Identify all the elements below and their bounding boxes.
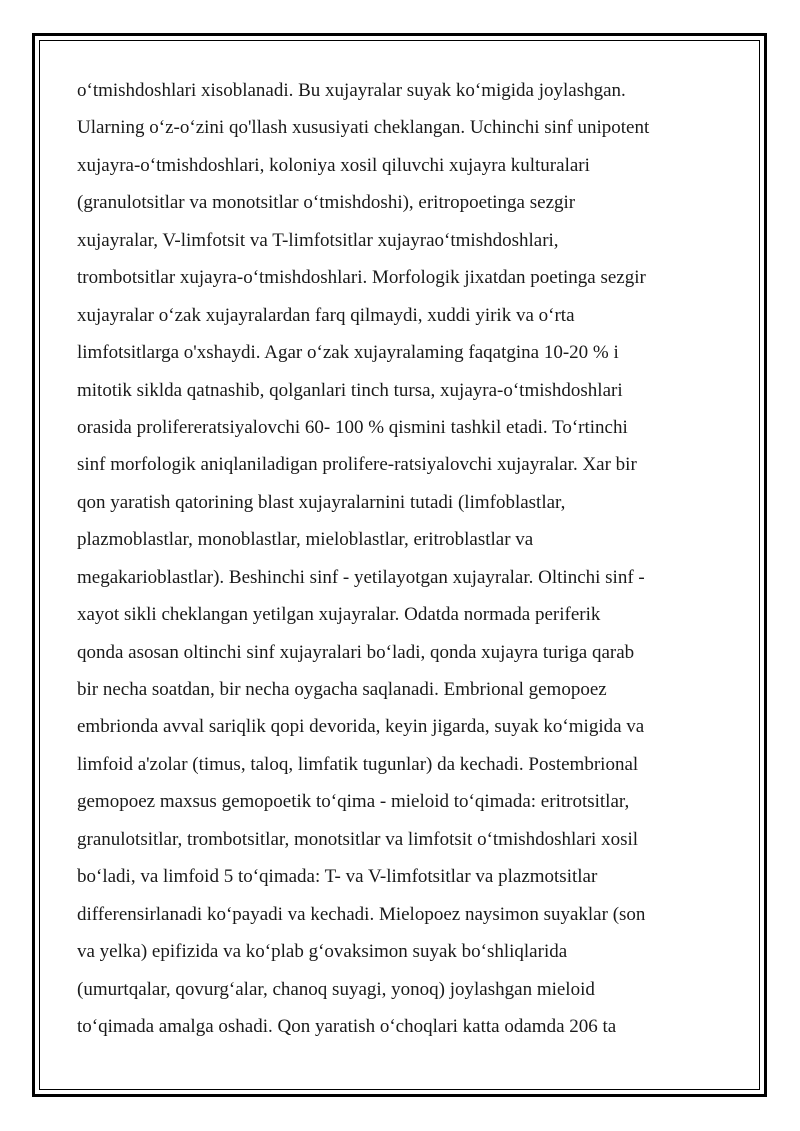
text-line: xujayralar, V-limfotsit va T-limfotsitlar xujayrao‘tmishdoshlari, bbox=[77, 229, 559, 251]
document-body bbox=[77, 72, 737, 1045]
text-line: (granulotsitlar va monotsitlar o‘tmishdoshi), eritropoetinga sezgir bbox=[77, 192, 576, 214]
text-line: (umurtqalar, qovurg‘alar, chanoq suyagi, yonoq) joylashgan mieloid bbox=[77, 978, 595, 1000]
text-line: Ularning o‘z-o‘zini qo'llash xususiyati cheklangan. Uchinchi sinf unipotent bbox=[77, 117, 650, 139]
text-line: qon yaratish qatorining blast xujayralarnini tutadi (limfoblastlar, bbox=[77, 491, 566, 513]
text-line: granulotsitlar, trombotsitlar, monotsitlar va limfotsit o‘tmishdoshlari xosil bbox=[77, 828, 639, 850]
text-line: limfotsitlarga o'xshaydi. Agar o‘zak xujayralaming faqatgina 10-20 % i bbox=[77, 342, 619, 364]
text-line: va yelka) epifizida va ko‘plab g‘ovaksimon suyak bo‘shliqlarida bbox=[77, 941, 568, 963]
text-line: to‘qimada amalga oshadi. Qon yaratish o‘choqlari katta odamda 206 ta bbox=[77, 1015, 617, 1037]
text-line: xayot sikli cheklangan yetilgan xujayralar. Odatda normada periferik bbox=[77, 604, 601, 626]
text-line: orasida prolifereratsiyalovchi 60- 100 % qismini tashkil etadi. To‘rtinchi bbox=[77, 416, 628, 438]
text-line: embrionda avval sariqlik qopi devorida, keyin jigarda, suyak ko‘migida va bbox=[77, 716, 645, 738]
text-line: limfoid a'zolar (timus, taloq, limfatik tugunlar) da kechadi. Postembrional bbox=[77, 753, 639, 775]
text-line: xujayralar o‘zak xujayralardan farq qilmaydi, xuddi yirik va o‘rta bbox=[77, 304, 575, 326]
text-line: bo‘ladi, va limfoid 5 to‘qimada: T- va V-limfotsitlar va plazmotsitlar bbox=[77, 866, 598, 888]
text-line: trombotsitlar xujayra-o‘tmishdoshlari. Morfologik jixatdan poetinga sezgir bbox=[77, 267, 646, 289]
text-line: gemopoez maxsus gemopoetik to‘qima - mieloid to‘qimada: eritrotsitlar, bbox=[77, 791, 630, 813]
text-line: differensirlanadi ko‘payadi va kechadi. Mielopoez naysimon suyaklar (son bbox=[77, 903, 646, 925]
text-line: qonda asosan oltinchi sinf xujayralari bo‘ladi, qonda xujayra turiga qarab bbox=[77, 641, 635, 663]
text-line: xujayra-o‘tmishdoshlari, koloniya xosil qiluvchi xujayra kulturalari bbox=[77, 154, 590, 176]
text-line: megakarioblastlar). Beshinchi sinf - yetilayotgan xujayralar. Oltinchi sinf - bbox=[77, 566, 645, 588]
text-line: o‘tmishdoshlari xisoblanadi. Bu xujayralar suyak ko‘migida joylashgan. bbox=[77, 80, 626, 101]
text-line: sinf morfologik aniqlaniladigan prolifere-ratsiyalovchi xujayralar. Xar bir bbox=[77, 454, 637, 476]
text-line: mitotik siklda qatnashib, qolganlari tinch tursa, xujayra-o‘tmishdoshlari bbox=[77, 379, 623, 401]
text-line: plazmoblastlar, monoblastlar, mieloblastlar, eritroblastlar va bbox=[77, 529, 534, 551]
text-line: bir necha soatdan, bir necha oygacha saqlanadi. Embrional gemopoez bbox=[77, 679, 607, 700]
